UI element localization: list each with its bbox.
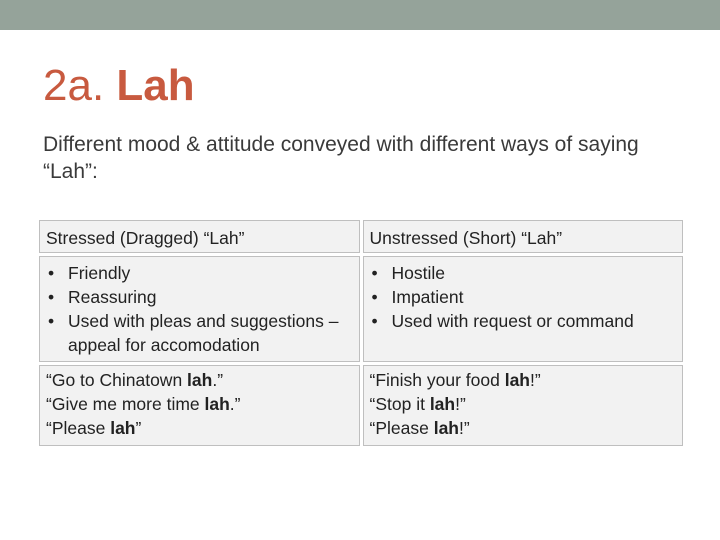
example-line <box>46 416 353 440</box>
bullet-icon: • <box>48 263 55 283</box>
list-item <box>370 309 677 333</box>
title-main: Lah <box>116 61 195 110</box>
table-row-examples <box>39 365 683 446</box>
table-row-characteristics <box>39 256 683 362</box>
example-text: “Stop it <box>369 394 430 414</box>
example-line <box>46 392 353 416</box>
title-prefix: 2a. <box>43 61 105 110</box>
comparison-table <box>36 217 686 449</box>
intro-text: Different mood & attitude conveyed with different ways of saying “Lah”: <box>43 133 639 183</box>
bullet-text: Used with request or command <box>391 311 634 331</box>
example-text: “Finish your food <box>369 370 505 390</box>
unstressed-characteristics <box>363 256 684 362</box>
unstressed-bullet-list <box>370 261 677 333</box>
list-item <box>46 285 353 309</box>
example-text: !” <box>455 394 466 414</box>
bullet-icon: • <box>371 287 378 307</box>
example-lah: lah <box>504 370 530 390</box>
example-text: ” <box>135 418 142 438</box>
example-text: !” <box>459 418 470 438</box>
header-stressed: Stressed (Dragged) “Lah” <box>39 220 360 253</box>
example-lah: lah <box>429 394 456 414</box>
unstressed-examples <box>363 365 684 446</box>
header-unstressed: Unstressed (Short) “Lah” <box>363 220 684 253</box>
list-item <box>46 261 353 285</box>
stressed-characteristics <box>39 256 360 362</box>
stressed-examples <box>39 365 360 446</box>
bullet-text: Friendly <box>68 263 131 283</box>
example-lah: lah <box>110 418 136 438</box>
top-banner <box>0 0 720 30</box>
example-text: .” <box>212 370 224 390</box>
bullet-text: Used with pleas and suggestions – appeal for accomodation <box>68 311 339 355</box>
list-item <box>370 261 677 285</box>
bullet-icon: • <box>371 263 378 283</box>
bullet-icon: • <box>371 311 378 331</box>
table-header-row <box>39 220 683 253</box>
list-item <box>370 285 677 309</box>
example-text: .” <box>229 394 241 414</box>
example-text: “Please <box>46 418 111 438</box>
example-text: “Give me more time <box>46 394 205 414</box>
bullet-text: Impatient <box>391 287 464 307</box>
bullet-text: Reassuring <box>68 287 157 307</box>
bullet-icon: • <box>48 287 55 307</box>
bullet-text: Hostile <box>391 263 445 283</box>
example-lah: lah <box>433 418 459 438</box>
example-line <box>370 416 677 440</box>
example-lah: lah <box>187 370 213 390</box>
bullet-icon: • <box>48 311 55 331</box>
list-item <box>46 309 353 357</box>
example-text: !” <box>530 370 541 390</box>
example-text: “Go to Chinatown <box>46 370 188 390</box>
example-line <box>370 368 677 392</box>
example-lah: lah <box>204 394 230 414</box>
slide-title <box>43 56 195 116</box>
example-line <box>46 368 353 392</box>
example-text: “Please <box>369 418 434 438</box>
example-line <box>370 392 677 416</box>
stressed-bullet-list <box>46 261 353 357</box>
